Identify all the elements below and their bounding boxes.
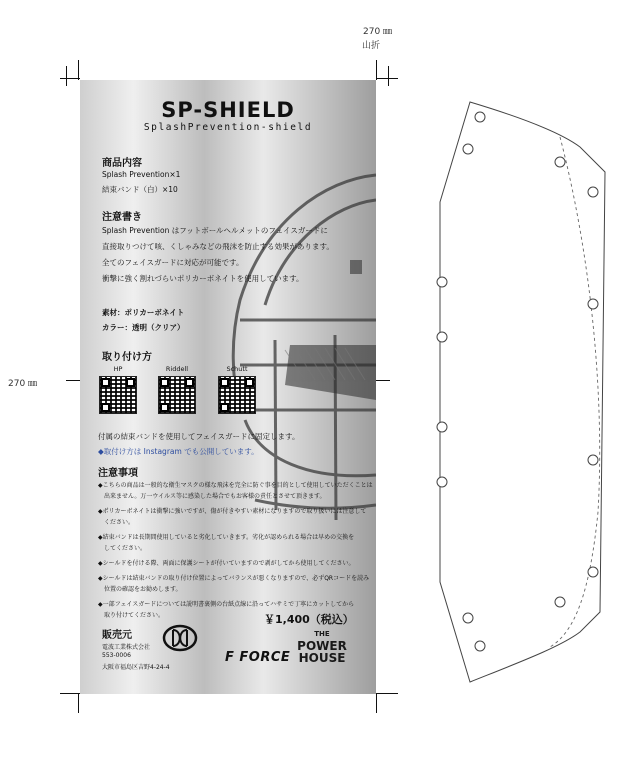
caution-line: ◆一部フェイスガードについては説明書裏側の台紙点線に沿ってハサミで丁寧にカットしてから (98, 601, 355, 608)
contents-item: Splash Prevention×1 (102, 170, 181, 179)
seller-line: 大阪市福島区吉野4-24-4 (102, 664, 170, 671)
mounting-instruction: 付属の結束バンドを使用してフェイスガードに固定します。 (98, 432, 300, 441)
product-title: SP-SHIELD (161, 98, 295, 122)
caution-line: ◆こちらの商品は一般的な衛生マスクの様な飛沫を完全に防ぐ事を目的として使用していただくことは (98, 482, 373, 489)
side-dimension-label: 270 ㎜ (8, 379, 38, 389)
caution-line: 位置の確認をお勧めします。 (98, 586, 182, 593)
product-subtitle: SplashPrevention-shield (143, 122, 313, 133)
package-card (80, 80, 376, 694)
powerhouse-logo (292, 628, 352, 664)
qr-label-hp: HP (113, 365, 123, 373)
caution-line: ◆シールドを付ける際、両面に保護シートが付いていますので剥がしてから使用してください。 (98, 560, 355, 567)
material-line: 素材：ポリカーボネイト (102, 308, 185, 317)
seller-heading: 販売元 (102, 630, 132, 641)
notes-line: 全てのフェイスガードに対応が可能です。 (102, 258, 244, 267)
powerhouse-logo-line1: POWER (297, 639, 347, 653)
shield-outline (430, 92, 630, 692)
caution-line: ◆シールドは結束バンドの取り付け位置によってバランスが悪くなりますので、必ずQRコードを読み (98, 575, 370, 582)
caution-line: ◆結束バンドは長期間使用していると劣化していきます。劣化が認められる場合は早めの交換を (98, 534, 355, 541)
caution-line: ください。 (98, 519, 135, 526)
notes-heading: 注意書き (102, 212, 142, 223)
caution-line: 取り付けてください。 (98, 612, 165, 619)
qr-code-hp[interactable] (99, 376, 137, 414)
seller-line: 553-0006 (102, 652, 131, 659)
contents-heading: 商品内容 (102, 158, 142, 169)
color-line: カラー：透明（クリア） (102, 323, 185, 332)
price-label: ￥1,400（税込） (264, 613, 354, 626)
qr-label-schutt: Schutt (226, 365, 248, 373)
caution-line: してください。 (98, 545, 147, 552)
instagram-note[interactable]: ◆取付け方は Instagram でも公開しています。 (98, 447, 259, 456)
fforce-logo: F FORCE (225, 650, 291, 665)
caution-heading: 注意事項 (98, 468, 138, 479)
powerhouse-logo-line2: HOUSE (298, 651, 346, 665)
top-dimension-label: 270 ㎜ (363, 27, 393, 37)
powerhouse-logo-top: THE (314, 630, 330, 638)
company-logo (162, 624, 198, 652)
mounting-heading: 取り付け方 (102, 352, 152, 363)
fold-note-label: 山折 (362, 41, 381, 51)
caution-line: 出来ません。万一ウイルス等に感染した場合でもお客様の責任とさせて頂きます。 (98, 493, 326, 500)
caution-line: ◆ポリカーボネイトは衝撃に強いですが、傷が付きやすい素材になりますので取り扱いには注意して (98, 508, 367, 515)
seller-line: 電波工業株式会社 (102, 644, 151, 651)
notes-line: 直接取りつけて咳、くしゃみなどの飛沫を防止する効果があります。 (102, 242, 334, 251)
notes-line: Splash Prevention はフットボールヘルメットのフェイスガードに (102, 226, 328, 235)
qr-code-riddell[interactable] (158, 376, 196, 414)
notes-line: 衝撃に強く割れづらいポリカーボネイトを使用しています。 (102, 274, 304, 283)
qr-code-schutt[interactable] (218, 376, 256, 414)
contents-item: 結束バンド（白）×10 (102, 185, 178, 194)
qr-label-riddell: Riddell (165, 365, 189, 373)
